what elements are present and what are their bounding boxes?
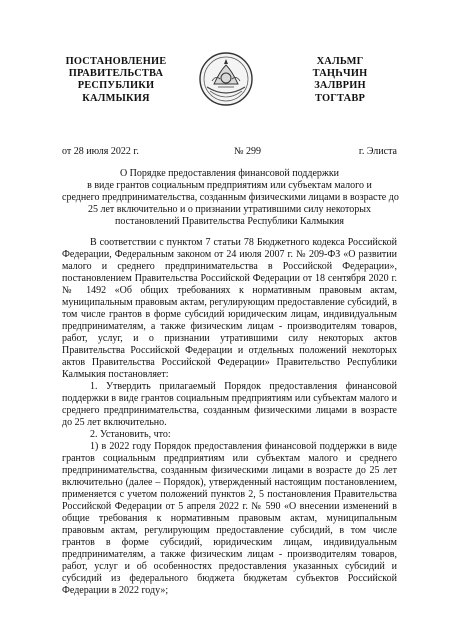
header-right-line: ТОГТАВР bbox=[314, 92, 366, 104]
header-right-line: ХАЛЬМГ bbox=[316, 56, 364, 67]
document-body bbox=[62, 237, 397, 597]
header-left-line: ПРАВИТЕЛЬСТВА bbox=[68, 68, 164, 80]
document-meta bbox=[62, 146, 397, 160]
header-right-line: ТАҢҺЧИН bbox=[312, 68, 368, 80]
document-number: № 299 bbox=[234, 146, 262, 157]
document-city: г. Элиста bbox=[358, 146, 397, 157]
title-line: среднего предпринимательства, созданным физическими лицами в возрасте до bbox=[62, 192, 399, 203]
header-right-line: ЗАЛВРИН bbox=[314, 80, 366, 92]
title-line: в виде грантов социальным предприятиям или субъектам малого и bbox=[87, 180, 372, 191]
header-left bbox=[60, 56, 172, 105]
kalmykia-coat-of-arms-icon bbox=[198, 51, 254, 107]
paragraph-preamble: В соответствии с пунктом 7 статьи 78 Бюджетного кодекса Российской Федерации, Федеральным законом от 24 июля 2007 г. № 209-ФЗ «О развитии малого и среднего предпринимательства в Российской Федерации», постановлением Правительства Российской Федерации от 18 сентября 2020 г. № 1492 «Об общих требованиях к нормативным правовым актам, муниципальным правовым актам, регулирующим предоставление субсидий, в том числе грантов в форме субсидий юридическим лицам, индивидуальным предпринимателям, а также физическим лицам - производителям товаров, работ, услуг, и о признании утратившими силу некоторых актов Правительства Российской Федерации и отдельных положений некоторых актов Правительства Российской Федерации» Правительство Республики Калмыкия постановляет: bbox=[62, 237, 397, 380]
header-right bbox=[282, 56, 398, 105]
paragraph-subitem-1: 1) в 2022 году Порядок предоставления финансовой поддержки в виде грантов социальным предприятиям или субъектам малого и среднего предпринимательства, созданным физическими лицами в возрасте до 25 лет включительно (далее – Порядок), утвержденный настоящим постановлением, применяется с учетом положений пунктов 2, 5 постановления Правительства Российской Федерации от 5 апреля 2022 г. № 590 «О внесении изменений в общие требования к нормативным правовым актам, муниципальным правовым актам, регулирующим предоставление субсидий, в том числе грантов в форме субсидий, юридическим лицам, индивидуальным предпринимателям, а также физическим лицам - производителям товаров, работ, услуг и об особенностях предоставления указанных субсидий и субсидий из федерального бюджета бюджетам субъектов Российской Федерации в 2022 году»; bbox=[62, 441, 397, 596]
title-line: 25 лет включительно и о признании утратившими силу некоторых bbox=[88, 204, 371, 215]
paragraph-item-2: 2. Установить, что: bbox=[90, 429, 171, 440]
paragraph-item-1: 1. Утвердить прилагаемый Порядок предоставления финансовой поддержки в виде грантов социальным предприятиям или субъектам малого и среднего предпринимательства, созданным физическими лицами в возрасте до 25 лет включительно. bbox=[62, 381, 397, 428]
header-left-line: КАЛМЫКИЯ bbox=[82, 92, 150, 104]
document-date: от 28 июля 2022 г. bbox=[62, 146, 139, 157]
header-left-line: ПОСТАНОВЛЕНИЕ bbox=[65, 56, 167, 67]
document-title bbox=[62, 168, 397, 228]
title-line: О Порядке предоставления финансовой поддержки bbox=[119, 168, 340, 179]
header-left-line: РЕСПУБЛИКИ bbox=[77, 80, 155, 92]
title-line: постановлений Правительства Республики Калмыкия bbox=[115, 216, 344, 227]
